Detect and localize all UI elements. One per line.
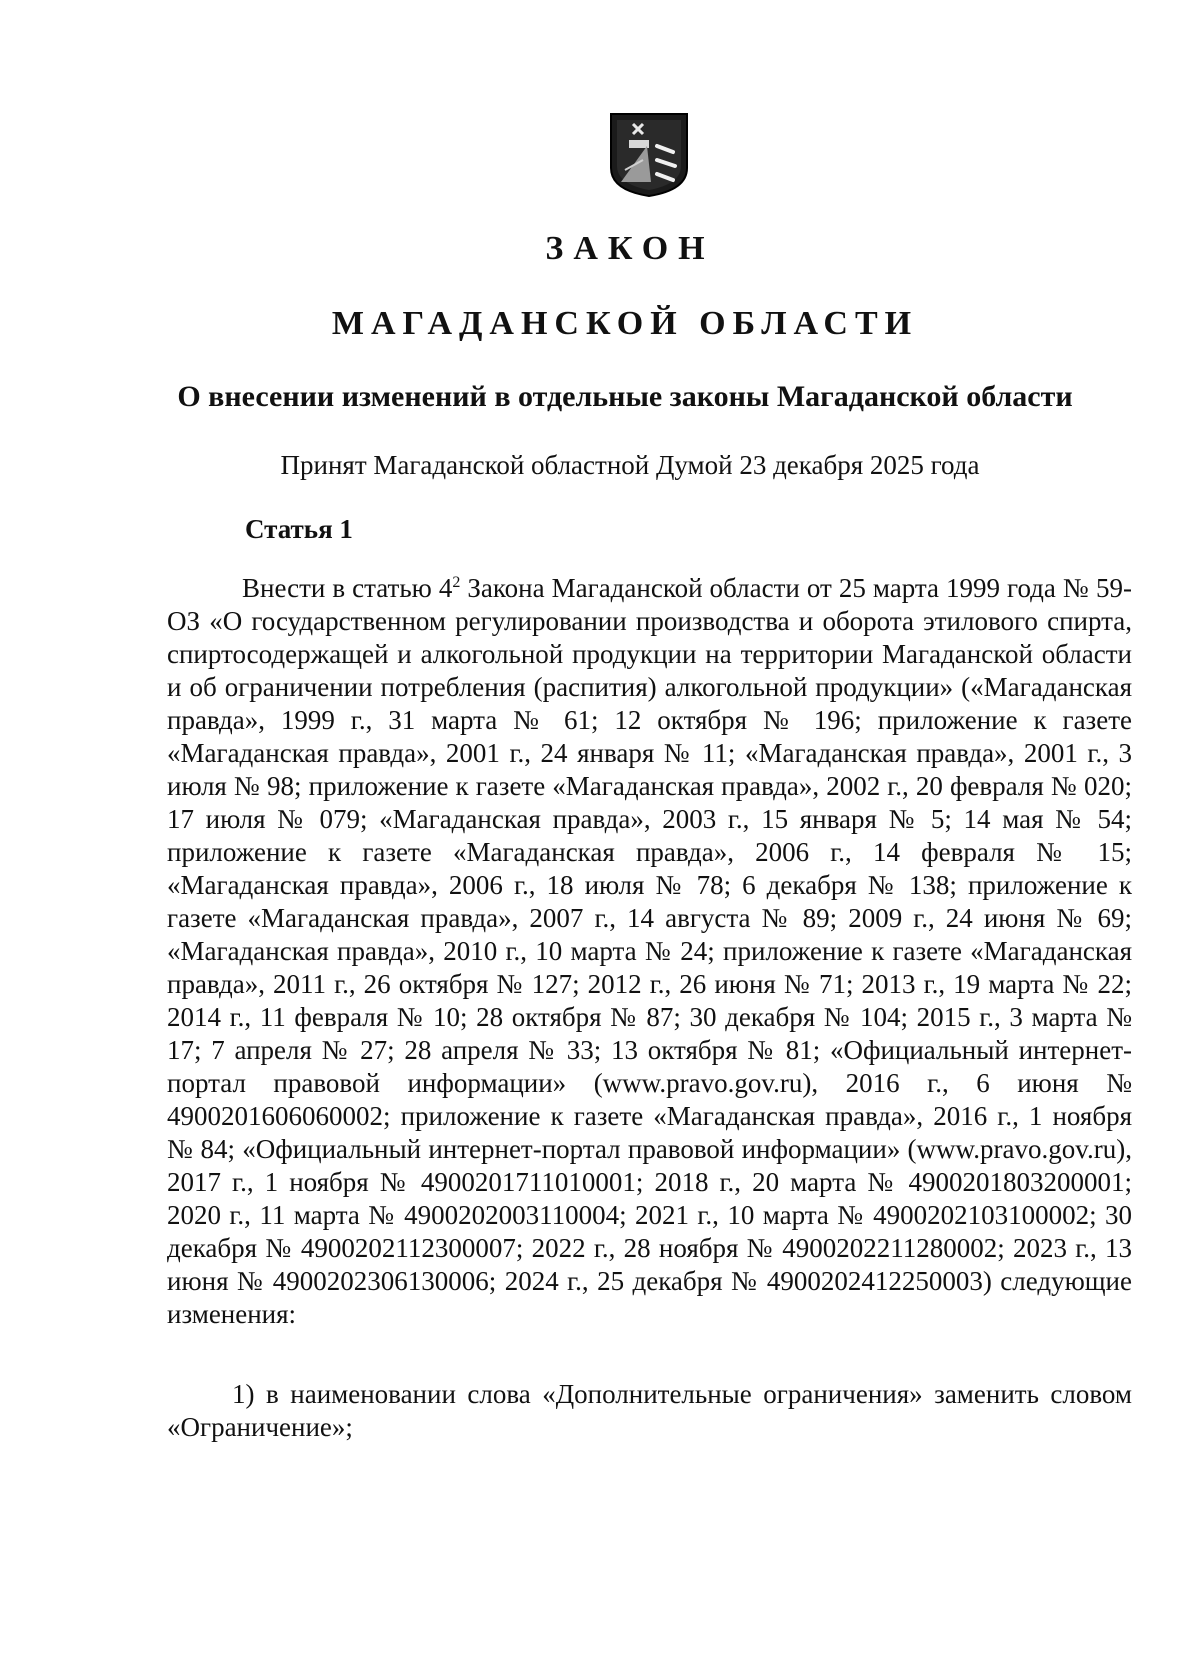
intro-text-part: Закона Магаданской области от 25 марта 1999 года № 59-ОЗ «О государственном регулировании производства и оборота этилового спирта, спиртосодержащей и алкогольной продукции на территории Магаданской области и об ограничении потребления (распития) алкогольной продукции» («Магаданская правда», 1999 г., 31 марта № 61; 12 октября № 196; приложение к газете «Магаданская правда», 2001 г., 24 января № 11; «Магаданская правда», 2001 г., 3 июля № 98; приложение к газете «Магаданская правда», 2002 г., 20 февраля № 020; 17 июля № 079; «Магаданская правда», 2003 г., 15 января № 5; 14 мая № 54; приложение к газете «Магаданская правда», 2006 г., 14 февраля № 15; «Магаданская правда», 2006 г., 18 июля № 78; 6 декабря № 138; приложение к газете «Магаданская правда», 2007 г., 14 августа № 89; 2009 г., 24 июня № 69; «Магаданская правда», 2010 г., 10 марта № 24; приложение к газете «Магаданская правда», 2011 г., 26 октября № 127; 2012 г., 26 июня № 71; 2013 г., 19 марта № 22; 2014 г., 11 февраля № 10; 28 октября № 87; 30 декабря № 104; 2015 г., 3 марта № 17; 7 апреля № 27; 28 апреля № 33; 13 октября № 81; «Официальный интернет-портал правовой информации» (www.pravo.gov.ru), 2016 г., 6 июня № 4900201606060002; приложение к газете «Магаданская правда», 2016 г., 1 ноября № 84; «Официальный интернет-портал правовой информации» (www.pravo.gov.ru), 2017 г., 1 ноября № 4900201711010001; 2018 г., 20 марта № 4900201803200001; 2020 г., 11 марта № 4900202003110004; 2021 г., 10 марта № 4900202103100002; 30 декабря № 4900202112300007; 2022 г., 28 ноября № 4900202211280002; 2023 г., 13 июня № 4900202306130006; 2024 г., 25 декабря № 4900202412250003) следующие изменения:	[167, 573, 1132, 1329]
adoption-line: Принят Магаданской областной Думой 23 декабря 2025 года	[280, 450, 980, 480]
article-heading: Статья 1	[245, 514, 353, 544]
article-intro-paragraph	[167, 572, 1132, 1331]
document-type-title: ЗАКОН	[545, 230, 715, 267]
coat-of-arms-icon	[607, 110, 691, 198]
intro-text-part: Внести в статью 4	[242, 573, 453, 603]
region-title: МАГАДАНСКОЙ ОБЛАСТИ	[331, 305, 919, 342]
amendment-item-1: 1) в наименовании слова «Дополнительные ограничения» заменить словом «Ограничение»;	[167, 1379, 1132, 1442]
superscript-index: 2	[452, 574, 461, 591]
law-subject-title: О внесении изменений в отдельные законы Магаданской области	[177, 380, 1073, 413]
